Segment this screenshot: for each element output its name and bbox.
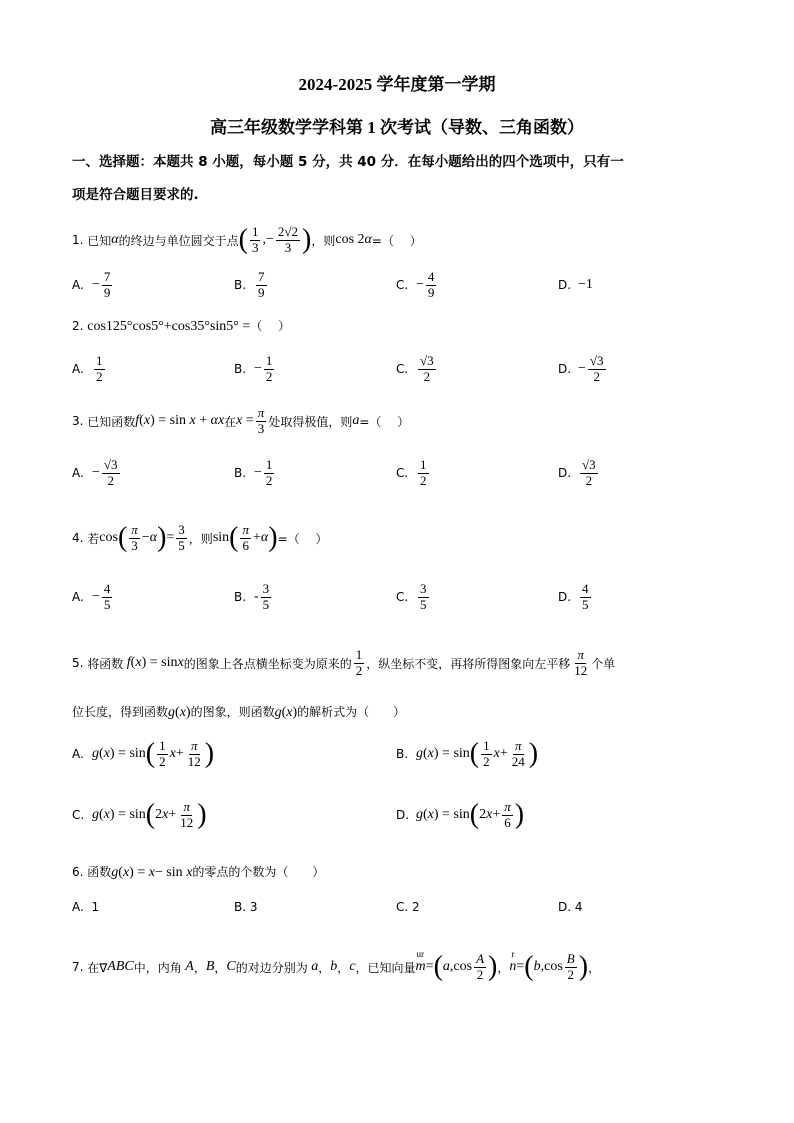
q3-options [72, 458, 732, 489]
q3-option-a: A. − $\frac{√3}{2}$ [72, 457, 118, 488]
q5-options-row2 [72, 799, 732, 831]
question-6: 6. 函数g(x) = x− sin x的零点的个数为（ ） [72, 865, 325, 880]
q5-option-a: A. g(x) = sin ( $\frac{1}{2}$ x + $\frac{\pi}{12}$ ) [72, 737, 215, 769]
q4-option-d: D. $\frac{4}{5}$ [558, 581, 589, 612]
q6-option-a: A. 1 [72, 900, 100, 914]
q5-option-c: C. g(x) = sin ( 2x+ $\frac{\pi}{12}$ ) [72, 798, 207, 830]
q2-option-b: B. − $\frac{1}{2}$ [234, 353, 273, 384]
q6-option-d: D. 4 [558, 900, 583, 914]
question-4: 4. 若 cos ( $\frac{\pi}{3}$ −α ) = $\frac{3}{5}$ ，则 sin ( $\frac{\pi}{6}$ +α ) =（ ） [72, 521, 328, 553]
exam-year-title: 2024-2025 学年度第一学期 [298, 75, 496, 94]
question-7: 7. 在∇ ABC 中，内角 A ， B ， C 的对边分别为 a ， b ， c ，已知向量 m ur = ( a ,cos $\frac{A}{2}$ ) ， n r = ( b ,cos $\frac{B}{2}$ ) ， [72, 949, 601, 982]
q5-options-row1 [72, 738, 732, 770]
exam-title: 高三年级数学学科第 1 次考试（导数、三角函数） [210, 118, 584, 137]
question-1: 1. 已知 α 的终边与单位圆交于点 ( $\frac{1}{3}$ ,− $\frac{2√2}{3}$ ) ，则 cos 2α =（ ） [72, 223, 422, 255]
q2-option-c: C. $\frac{√3}{2}$ [396, 353, 434, 384]
q2-option-a: A. $\frac{1}{2}$ [72, 353, 103, 384]
question-3: 3. 已知函数 f(x) = sin x + αx 在 x = $\frac{\pi}{3}$ 处取得极值，则 a =（ ） [72, 405, 410, 436]
q1-option-a: A. − $\frac{7}{9}$ [72, 269, 111, 300]
q1-option-c: C. − $\frac{4}{9}$ [396, 269, 435, 300]
q4-option-c: C. $\frac{3}{5}$ [396, 581, 427, 612]
section-heading-line1: 一、选择题：本题共 8 小题，每小题 5 分，共 40 分．在每小题给出的四个选项中，只有一 [72, 154, 624, 170]
q4-option-a: A. − $\frac{4}{5}$ [72, 581, 111, 612]
q3-option-d: D. $\frac{√3}{2}$ [558, 457, 596, 488]
q5-option-d: D. g(x) = sin ( 2x+ $\frac{\pi}{6}$ ) [396, 798, 525, 830]
q6-options [72, 900, 732, 914]
q4-option-b: B. - $\frac{3}{5}$ [234, 581, 270, 612]
question-2: 2. cos125°cos5°+cos35°sin5° =（ ） [72, 319, 291, 334]
q2-options [72, 354, 732, 385]
q6-option-c: C. 2 [396, 900, 420, 914]
q2-option-d: D. − $\frac{√3}{2}$ [558, 353, 604, 384]
q1-number: 1. [72, 233, 88, 247]
q1-option-d: D. −1 [558, 277, 593, 293]
q1-option-b: B. $\frac{7}{9}$ [234, 269, 265, 300]
q1-options [72, 270, 732, 301]
q4-options [72, 582, 732, 613]
q3-option-b: B. − $\frac{1}{2}$ [234, 457, 273, 488]
q6-option-b: B. 3 [234, 900, 258, 914]
q5-option-b: B. g(x) = sin ( $\frac{1}{2}$ x + $\frac{\pi}{24}$ ) [396, 737, 539, 769]
section-heading-line2: 项是符合题目要求的. [72, 187, 199, 203]
question-5-line2: 位长度，得到函数g(x)的图象，则函数g(x)的解析式为（ ） [72, 705, 406, 720]
question-5-line1: 5. 将函数 f(x) = sinx 的图象上各点横坐标变为原来的 $\frac{1}{2}$ ，纵坐标不变，再将所得图象向左平移 $\frac{\pi}{12}$ 个单 [72, 647, 616, 678]
q3-option-c: C. $\frac{1}{2}$ [396, 457, 427, 488]
